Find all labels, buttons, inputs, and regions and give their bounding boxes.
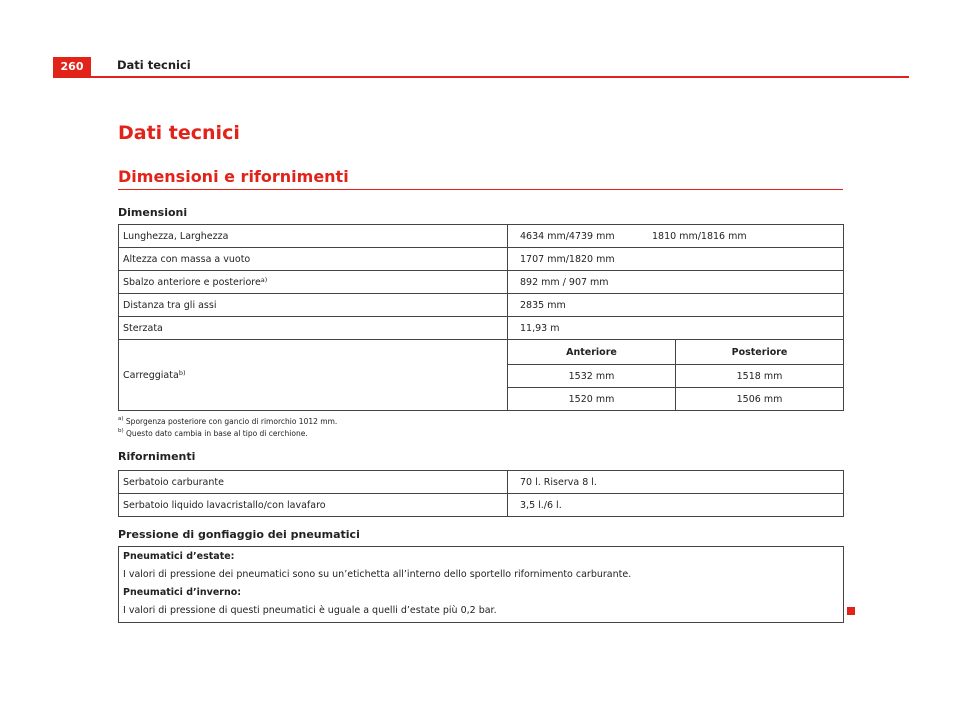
row-label: Serbatoio carburante: [119, 471, 508, 494]
dimensions-heading: Dimensioni: [118, 206, 188, 219]
summer-tyres-heading: Pneumatici d’estate:: [123, 551, 235, 562]
table-row: [119, 471, 844, 494]
refuelling-table: [118, 470, 844, 517]
row-label: [119, 340, 508, 411]
page-title: Dati tecnici: [118, 122, 240, 144]
table-row: [119, 494, 844, 517]
pressure-box: [118, 546, 844, 623]
footnote-text: Sporgenza posteriore con gancio di rimorchio 1012 mm.: [125, 417, 338, 426]
table-row: [119, 225, 844, 248]
row-value: 1707 mm/1820 mm: [508, 248, 844, 271]
footnote-mark: a): [118, 416, 124, 422]
footnote-text: Questo dato cambia in base al tipo di cerchione.: [126, 429, 308, 438]
summer-tyres-text: I valori di pressione dei pneumatici sono su un’etichetta all’interno dello sportello rifornimento carburante.: [123, 569, 632, 580]
width-value: 1810 mm/1816 mm: [652, 230, 747, 242]
header-title: Dati tecnici: [117, 58, 191, 72]
table-row: [119, 248, 844, 271]
section-rule: [118, 189, 843, 190]
table-row: [119, 340, 844, 411]
table-cell: 1532 mm: [508, 365, 676, 388]
footnote: [118, 417, 337, 426]
table-cell: 1518 mm: [676, 365, 844, 388]
track-label: Carreggiata: [123, 369, 179, 381]
table-cell: 1520 mm: [508, 388, 676, 411]
header-rule: [53, 76, 909, 78]
table-row: [508, 365, 843, 388]
row-value: [508, 225, 844, 248]
table-row: [119, 317, 844, 340]
winter-tyres-text: I valori di pressione di questi pneumatici è uguale a quelli d’estate più 0,2 bar.: [123, 605, 497, 616]
section-title: Dimensioni e rifornimenti: [118, 167, 349, 186]
page-number: 260: [53, 57, 91, 77]
footnote-mark: b): [178, 368, 186, 377]
column-header: Anteriore: [508, 340, 676, 365]
refuelling-heading: Rifornimenti: [118, 450, 196, 463]
table-cell: 1506 mm: [676, 388, 844, 411]
pressure-heading: Pressione di gonfiaggio dei pneumatici: [118, 528, 360, 541]
row-value: 70 l. Riserva 8 l.: [508, 471, 844, 494]
track-values: [508, 340, 844, 411]
track-subtable: [508, 340, 843, 410]
dimensions-table: [118, 224, 844, 411]
column-header: Posteriore: [676, 340, 844, 365]
table-row: [119, 271, 844, 294]
row-value: 3,5 l./6 l.: [508, 494, 844, 517]
table-row: [508, 388, 843, 411]
row-value: 2835 mm: [508, 294, 844, 317]
table-row: [119, 294, 844, 317]
row-value: 11,93 m: [508, 317, 844, 340]
row-label: Serbatoio liquido lavacristallo/con lavafaro: [119, 494, 508, 517]
length-value: 4634 mm/4739 mm: [520, 230, 615, 242]
row-label: Lunghezza, Larghezza: [119, 225, 508, 248]
footnote-mark: b): [118, 428, 124, 434]
footnote-mark: a): [260, 275, 268, 284]
row-value: 892 mm / 907 mm: [508, 271, 844, 294]
winter-tyres-heading: Pneumatici d’inverno:: [123, 587, 242, 598]
row-label: Distanza tra gli assi: [119, 294, 508, 317]
row-label: Sterzata: [119, 317, 508, 340]
overhang-label: Sbalzo anteriore e posteriore: [123, 276, 261, 288]
row-label: [119, 271, 508, 294]
footnote: [118, 429, 308, 438]
end-of-section-mark: [847, 607, 855, 615]
row-label: Altezza con massa a vuoto: [119, 248, 508, 271]
